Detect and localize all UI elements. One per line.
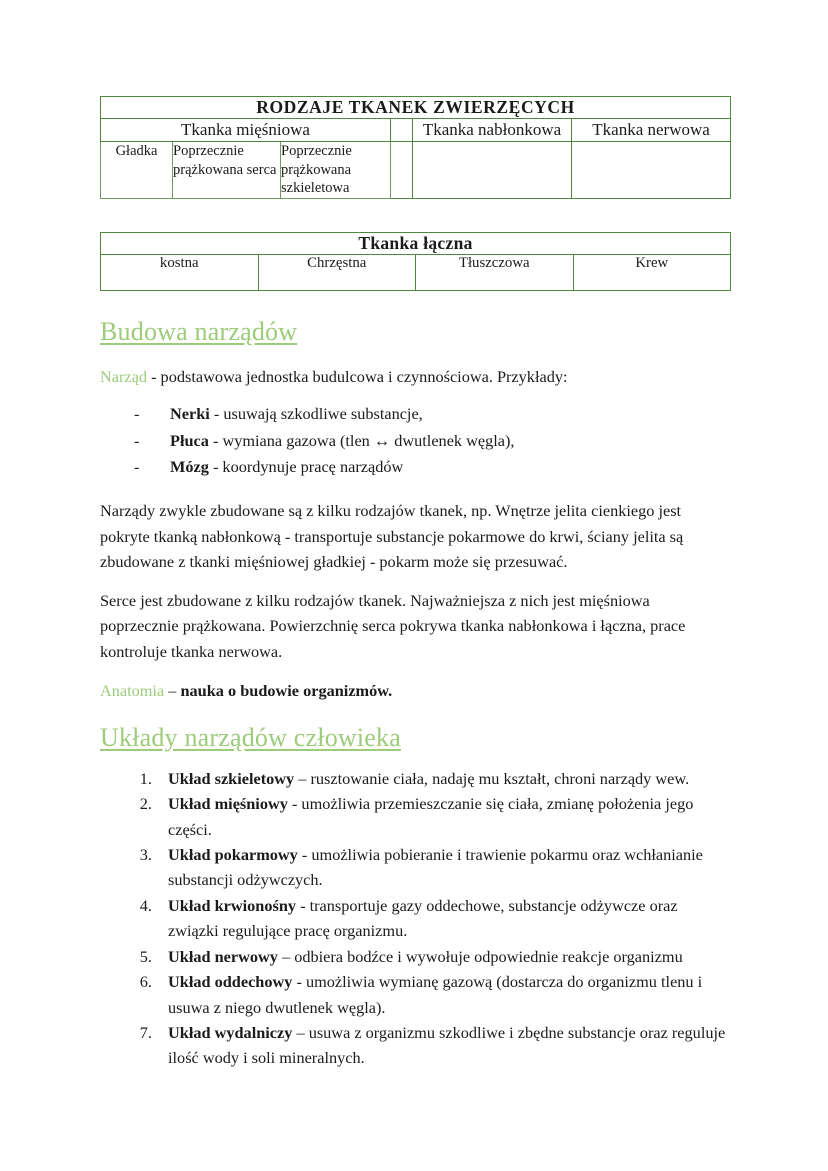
example-rest: - wymiana gazowa (tlen ↔ dwutlenek węgla), xyxy=(208,430,515,450)
list-item xyxy=(134,454,730,480)
tissue-group-nervous: Tkanka nerwowa xyxy=(572,119,731,142)
dash-bullet: - xyxy=(134,430,140,450)
term-anatomia: Anatomia xyxy=(100,680,165,700)
dash-bullet: - xyxy=(134,404,140,424)
paragraph-gap xyxy=(100,480,730,498)
anatomy-dash: – xyxy=(164,680,181,700)
table-row xyxy=(101,141,731,199)
list-item xyxy=(134,401,730,427)
paragraph-heart-composition: Serce jest zbudowane z kilku rodzajów tkanek. Najważniejsza z nich jest mięśniowa poprzecznie prążkowana. Powierzchnię serca pokrywa tkanka nabłonkowa i łączna, prace kontroluje tkanka nerwowa. xyxy=(100,591,686,661)
list-item xyxy=(156,842,730,893)
tissue-spacer-cell xyxy=(391,141,413,199)
connective-type-cartilage: Chrzęstna xyxy=(258,255,416,291)
example-rest: - koordynuje pracę narządów xyxy=(208,456,404,476)
table-gap xyxy=(100,199,730,232)
system-term: Układ oddechowy xyxy=(168,972,293,992)
section-gap xyxy=(100,291,730,317)
muscle-type-cardiac: Poprzecznie prążkowana serca xyxy=(173,141,281,199)
list-item xyxy=(156,893,730,944)
system-term: Układ pokarmowy xyxy=(168,845,298,865)
document-content xyxy=(100,96,730,1071)
tissue-nervous-empty-cell xyxy=(572,141,731,199)
paragraph-gap xyxy=(100,574,730,588)
section-gap xyxy=(100,703,730,723)
list-item xyxy=(156,944,730,969)
table-animal-tissues xyxy=(100,96,731,199)
list-gap xyxy=(100,389,730,401)
tissue-spacer-column xyxy=(391,119,413,142)
system-rest: - umożliwia przemieszczanie się ciała, zmianę położenia jego części. xyxy=(168,794,694,839)
heading-budowa-narzadow: Budowa narządów xyxy=(100,317,298,347)
system-rest: – rusztowanie ciała, nadaję mu kształt, chroni narządy wew. xyxy=(294,768,690,788)
list-item xyxy=(156,1020,730,1071)
tissue-group-epithelial: Tkanka nabłonkowa xyxy=(413,119,572,142)
example-rest: - usuwają szkodliwe substancje, xyxy=(209,404,423,424)
paragraph-organ-definition xyxy=(100,364,730,389)
system-term: Układ krwionośny xyxy=(168,895,297,915)
tissue-epithelial-empty-cell xyxy=(413,141,572,199)
system-rest: - transportuje gazy oddechowe, substancje odżywcze oraz związki regulujące pracę organizmu. xyxy=(168,895,678,941)
heading-gap xyxy=(100,754,730,766)
system-term: Układ nerwowy xyxy=(168,946,278,966)
paragraph-gap xyxy=(100,664,730,678)
list-item xyxy=(156,791,730,842)
connective-type-bone: kostna xyxy=(101,255,259,291)
table-row xyxy=(101,255,731,291)
table-row xyxy=(101,97,731,119)
list-organ-systems xyxy=(100,766,730,1071)
example-term: Nerki xyxy=(170,404,210,424)
paragraph-anatomy-definition xyxy=(100,678,730,703)
paragraph-organs-composition: Narządy zwykle zbudowane są z kilku rodzajów tkanek, np. Wnętrze jelita cienkiego jest pokryte tkanką nabłonkową - transportuje substancje pokarmowe do krwi, ściany jelita są zbudowane z tkanki mięśniowej gładkiej - pokarm może się przesuwać. xyxy=(100,501,684,571)
system-term: Układ szkieletowy xyxy=(168,768,295,788)
table-connective-tissue xyxy=(100,232,731,291)
tissue-group-muscle: Tkanka mięśniowa xyxy=(101,119,391,142)
heading-gap xyxy=(100,348,730,364)
system-rest: – odbiera bodźce i wywołuje odpowiednie reakcje organizmu xyxy=(277,946,683,966)
table-row xyxy=(101,119,731,142)
muscle-type-smooth: Gładka xyxy=(101,141,173,199)
system-term: Układ wydalniczy xyxy=(168,1023,293,1043)
system-term: Układ mięśniowy xyxy=(168,794,288,814)
system-rest: – usuwa z organizmu szkodliwe i zbędne substancje oraz reguluje ilość wody i soli mineralnych. xyxy=(168,1023,726,1068)
table-row xyxy=(101,233,731,255)
dash-bullet: - xyxy=(134,456,140,476)
definition-rest: - podstawowa jednostka budulcowa i czynnościowa. Przykłady: xyxy=(147,366,568,386)
example-term: Mózg xyxy=(170,456,209,476)
term-narzad: Narząd xyxy=(100,366,147,386)
heading-uklady-narzadow-czlowieka: Układy narządów człowieka xyxy=(100,723,401,753)
list-item xyxy=(156,766,730,791)
table-connective-title: Tkanka łączna xyxy=(101,233,731,255)
system-rest: - umożliwia pobieranie i trawienie pokarmu oraz wchłanianie substancji odżywczych. xyxy=(168,845,703,890)
muscle-type-skeletal: Poprzecznie prążkowana szkieletowa xyxy=(281,141,391,199)
system-rest: - umożliwia wymianę gazową (dostarcza do organizmu tlenu i usuwa z niego dwutlenek węgla). xyxy=(168,972,703,1017)
table-animal-tissues-title: RODZAJE TKANEK ZWIERZĘCYCH xyxy=(101,97,731,119)
list-item xyxy=(156,969,730,1020)
connective-type-blood: Krew xyxy=(573,255,731,291)
example-term: Płuca xyxy=(170,430,209,450)
connective-type-adipose: Tłuszczowa xyxy=(416,255,574,291)
anatomy-rest: nauka o budowie organizmów. xyxy=(180,680,393,700)
list-organ-examples xyxy=(100,401,730,480)
list-item xyxy=(134,428,730,454)
